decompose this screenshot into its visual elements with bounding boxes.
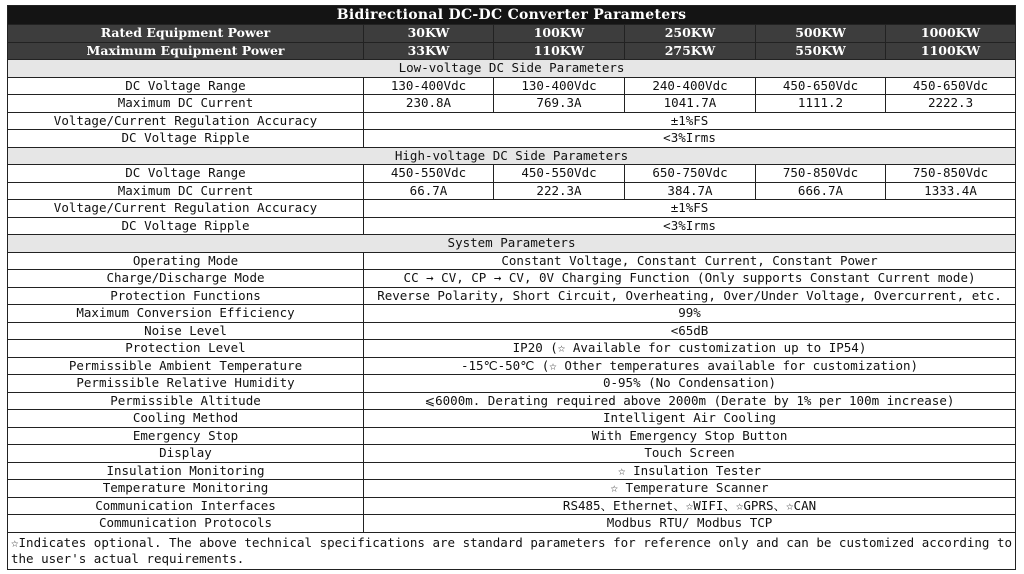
row-label: DC Voltage Range (8, 165, 364, 183)
cell-value: <3%Irms (364, 130, 1016, 148)
cell-value: 450-650Vdc (756, 77, 886, 95)
cell-value: Constant Voltage, Constant Current, Constant Power (364, 252, 1016, 270)
table-row (8, 130, 1016, 148)
table-row (8, 410, 1016, 428)
table-row (8, 515, 1016, 533)
cell-value: 1000KW (886, 25, 1016, 43)
section-header-system (8, 235, 1016, 253)
section-title: System Parameters (8, 235, 1016, 253)
row-label: Voltage/Current Regulation Accuracy (8, 200, 364, 218)
cell-value: RS485、Ethernet、☆WIFI、☆GPRS、☆CAN (364, 497, 1016, 515)
row-label: Permissible Ambient Temperature (8, 357, 364, 375)
row-label: Communication Interfaces (8, 497, 364, 515)
cell-value: 230.8A (364, 95, 494, 113)
table-row (8, 357, 1016, 375)
cell-value: 1100KW (886, 42, 1016, 60)
cell-value: 1333.4A (886, 182, 1016, 200)
row-label: Rated Equipment Power (8, 25, 364, 43)
rated-power-row (8, 25, 1016, 43)
cell-value: 2222.3 (886, 95, 1016, 113)
max-power-row (8, 42, 1016, 60)
cell-value: Reverse Polarity, Short Circuit, Overheating, Over/Under Voltage, Overcurrent, etc. (364, 287, 1016, 305)
cell-value: 130-400Vdc (494, 77, 625, 95)
table-row (8, 77, 1016, 95)
table-row (8, 112, 1016, 130)
cell-value: 769.3A (494, 95, 625, 113)
cell-value: ⩽6000m. Derating required above 2000m (Derate by 1% per 100m increase) (364, 392, 1016, 410)
cell-value: Touch Screen (364, 445, 1016, 463)
row-label: Noise Level (8, 322, 364, 340)
cell-value: 666.7A (756, 182, 886, 200)
table-row (8, 340, 1016, 358)
row-label: Permissible Relative Humidity (8, 375, 364, 393)
title-row (8, 6, 1016, 25)
cell-value: 275KW (625, 42, 756, 60)
table-row (8, 252, 1016, 270)
row-label: Operating Mode (8, 252, 364, 270)
cell-value: ☆ Temperature Scanner (364, 480, 1016, 498)
table-row (8, 95, 1016, 113)
cell-value: ±1%FS (364, 200, 1016, 218)
section-title: Low-voltage DC Side Parameters (8, 60, 1016, 78)
row-label: Communication Protocols (8, 515, 364, 533)
cell-value: 99% (364, 305, 1016, 323)
cell-value: 0-95% (No Condensation) (364, 375, 1016, 393)
cell-value: 240-400Vdc (625, 77, 756, 95)
table-row (8, 270, 1016, 288)
row-label: DC Voltage Range (8, 77, 364, 95)
cell-value: Modbus RTU/ Modbus TCP (364, 515, 1016, 533)
cell-value: 33KW (364, 42, 494, 60)
cell-value: 500KW (756, 25, 886, 43)
table-row (8, 165, 1016, 183)
cell-value: 1041.7A (625, 95, 756, 113)
row-label: Cooling Method (8, 410, 364, 428)
cell-value: 130-400Vdc (364, 77, 494, 95)
row-label: Voltage/Current Regulation Accuracy (8, 112, 364, 130)
footnote-row (8, 532, 1016, 569)
cell-value: ±1%FS (364, 112, 1016, 130)
cell-value: 650-750Vdc (625, 165, 756, 183)
section-title: High-voltage DC Side Parameters (8, 147, 1016, 165)
cell-value: <65dB (364, 322, 1016, 340)
row-label: Permissible Altitude (8, 392, 364, 410)
table-row (8, 480, 1016, 498)
cell-value: 750-850Vdc (756, 165, 886, 183)
cell-value: Intelligent Air Cooling (364, 410, 1016, 428)
cell-value: With Emergency Stop Button (364, 427, 1016, 445)
row-label: Protection Level (8, 340, 364, 358)
table-row (8, 182, 1016, 200)
cell-value: 100KW (494, 25, 625, 43)
table-row (8, 392, 1016, 410)
table-title: Bidirectional DC-DC Converter Parameters (8, 6, 1016, 25)
cell-value: 450-550Vdc (364, 165, 494, 183)
row-label: Display (8, 445, 364, 463)
parameters-table (7, 5, 1016, 570)
section-header-low-voltage (8, 60, 1016, 78)
cell-value: CC → CV, CP → CV, 0V Charging Function (Only supports Constant Current mode) (364, 270, 1016, 288)
cell-value: 450-550Vdc (494, 165, 625, 183)
cell-value: 1111.2 (756, 95, 886, 113)
section-header-high-voltage (8, 147, 1016, 165)
cell-value: 384.7A (625, 182, 756, 200)
table-row (8, 375, 1016, 393)
footnote: ☆Indicates optional. The above technical specifications are standard parameters for reference only and can be customized according to the user's actual requirements. (8, 532, 1016, 569)
row-label: Charge/Discharge Mode (8, 270, 364, 288)
cell-value: <3%Irms (364, 217, 1016, 235)
table-row (8, 445, 1016, 463)
cell-value: 30KW (364, 25, 494, 43)
table-row (8, 462, 1016, 480)
row-label: Insulation Monitoring (8, 462, 364, 480)
row-label: Maximum Conversion Efficiency (8, 305, 364, 323)
cell-value: 450-650Vdc (886, 77, 1016, 95)
table-row (8, 427, 1016, 445)
table-row (8, 322, 1016, 340)
cell-value: 110KW (494, 42, 625, 60)
cell-value: ☆ Insulation Tester (364, 462, 1016, 480)
row-label: Maximum DC Current (8, 182, 364, 200)
cell-value: 750-850Vdc (886, 165, 1016, 183)
row-label: DC Voltage Ripple (8, 217, 364, 235)
cell-value: 550KW (756, 42, 886, 60)
row-label: Maximum Equipment Power (8, 42, 364, 60)
cell-value: -15℃-50℃ (☆ Other temperatures available for customization) (364, 357, 1016, 375)
table-row (8, 305, 1016, 323)
table-row (8, 287, 1016, 305)
row-label: Temperature Monitoring (8, 480, 364, 498)
table-row (8, 497, 1016, 515)
row-label: Maximum DC Current (8, 95, 364, 113)
row-label: Protection Functions (8, 287, 364, 305)
cell-value: IP20 (☆ Available for customization up to IP54) (364, 340, 1016, 358)
cell-value: 66.7A (364, 182, 494, 200)
row-label: Emergency Stop (8, 427, 364, 445)
cell-value: 222.3A (494, 182, 625, 200)
cell-value: 250KW (625, 25, 756, 43)
table-row (8, 200, 1016, 218)
table-row (8, 217, 1016, 235)
row-label: DC Voltage Ripple (8, 130, 364, 148)
